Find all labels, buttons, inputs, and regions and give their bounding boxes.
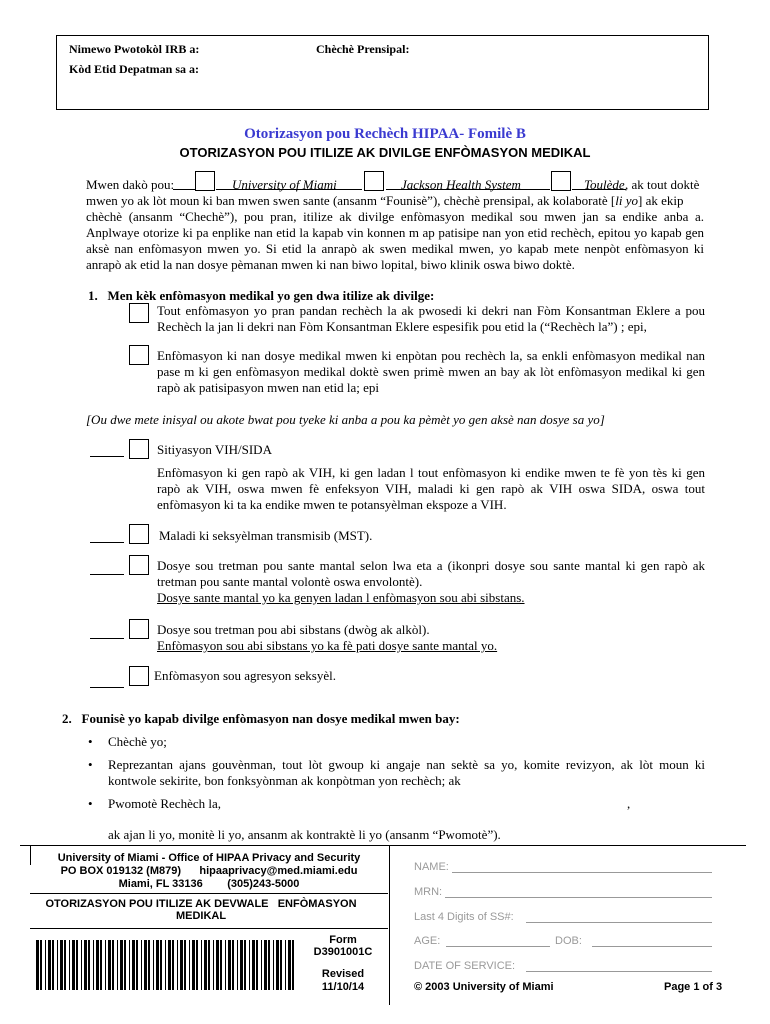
initials-substance-abuse[interactable] [90, 626, 124, 639]
form-number: D3901001C [313, 946, 373, 958]
intro-paragraph: chèchè (ansanm “Chechè”), pou pran, itilize ak divilge enfòmasyon medikal sou mwen jan sa endike anba a. Anplwaye otorize ki pa enplike nan etid la kapab vin konnen m ap patisipe nan yon etid rechèch, epitou yo kapab gen aksè nan enfòmasyon mwen yo. Si etid la anrapò ak swen medikal mwen, yo kapab mete nenpòt enfòmasyon ki anrapò ak etid la nan dosye pèmanan mwen ki nan biwo lopital, biwo klinik oswa biwo doktè. [86, 209, 704, 272]
hiv-description: Enfòmasyon ki gen rapò ak VIH, ki gen ladan l tout enfòmasyon ki endike mwen te fè yon tès ki gen rapò ak VIH, oswa mwen fè enfeksyon VIH, maladi ki gen rapò ak VIH oswa SIDA, oswa tout enfòmasyon ki ta ka endike mwen te potansyèlman ekspoze a VIH. [157, 465, 705, 512]
underline-opt2 [386, 177, 550, 190]
checkbox-substance-abuse[interactable] [129, 619, 149, 639]
initials-mental-health[interactable] [90, 562, 124, 575]
underline-opt3 [572, 177, 626, 190]
checkbox-university-of-miami[interactable] [195, 171, 215, 191]
department-code-label: Kòd Etid Depatman sa a: [69, 62, 200, 76]
footer-vertical-divider [389, 845, 390, 1005]
barcode-icon [36, 940, 298, 990]
recipient-government: Reprezantan ajans gouvènman, tout lòt gwoup ki angaje nan sektè sa yo, komite revizyon, ak lòt moun ki kontwole sekirite, bon fonksyònman ak konpòtman yon rechèch; ak [108, 757, 705, 788]
substance-abuse-note: Enfòmasyon sou abi sibstans yo ka fè pati dosye sante mantal yo. [157, 638, 498, 653]
intro-line2-italic: li yo [615, 193, 638, 208]
option-jackson-health: Jackson Health System [401, 177, 521, 192]
mental-health-note: Dosye sante mantal yo ka genyen ladan l enfòmasyon sou abi sibstans. [157, 590, 525, 605]
form-label: Form [329, 934, 357, 946]
sexual-assault-label: Enfòmasyon sou agresyon seksyèl. [154, 668, 336, 683]
substance-abuse-label: Dosye sou tretman pou abi sibstans (dwòg ak alkòl). [157, 622, 430, 637]
revised-label: Revised [321, 968, 365, 980]
checkbox-medical-record-info[interactable] [129, 345, 149, 365]
option-medical-record-info: Enfòmasyon ki nan dosye medikal mwen ki enpòtan pou rechèch la, sa enkli enfòmasyon medikal nan pase m ki gen enfòmasyon medikal doktè swen primè mwen an bay ak lòt enfòmasyon medikal ki gen rapò ak patisipasyon mwen nan etid la; epi [157, 348, 705, 395]
hiv-title: Sitiyasyon VIH/SIDA [157, 442, 272, 457]
revised-date: 11/10/14 [321, 981, 365, 993]
option-toulede: Toulède [584, 177, 625, 192]
checkbox-jackson-health[interactable] [364, 171, 384, 191]
bullet-icon: • [88, 796, 93, 811]
name-label: NAME: [414, 861, 449, 873]
footer-divider [20, 845, 746, 846]
initials-note: [Ou dwe mete inisyal ou akote bwat pou tyeke ki anba a pou ka pèmèt yo gen aksè nan dosye sa yo] [86, 412, 605, 427]
footer-rule [30, 928, 388, 929]
footer-org: University of Miami - Office of HIPAA Privacy and Security [57, 852, 361, 864]
section1-heading: 1. Men kèk enfòmasyon medikal yo gen dwa itilize ak divilge: [88, 288, 435, 303]
intro-blank[interactable] [173, 177, 195, 190]
age-field[interactable] [446, 936, 550, 947]
form-main-title: OTORIZASYON POU ITILIZE AK DIVILGE ENFÒMASYON MEDIKAL [179, 145, 591, 160]
principal-investigator-label: Chèchè Prensipal: [316, 42, 410, 56]
copyright: © 2003 University of Miami [414, 981, 554, 993]
mrn-field[interactable] [445, 887, 712, 898]
page-number: Page 1 of 3 [664, 981, 723, 993]
ssn-label: Last 4 Digits of SS#: [414, 911, 514, 923]
intro-tail: , ak tout doktè [625, 177, 700, 192]
date-of-service-field[interactable] [526, 961, 712, 972]
footer-rule [30, 893, 388, 894]
initials-sexual-assault[interactable] [90, 675, 124, 688]
footer-box: PO BOX 019132 (M879) hipaaprivacy@med.miami.edu [60, 865, 358, 877]
date-of-service-label: DATE OF SERVICE: [414, 960, 516, 972]
dob-label: DOB: [555, 935, 582, 947]
age-label: AGE: [414, 935, 441, 947]
ssn-field[interactable] [526, 912, 712, 923]
recipient-researchers: Chèchè yo; [108, 734, 167, 749]
mental-health-label: Dosye sou tretman pou sante mantal selon lwa eta a (ikonpri dosye sou sante mantal ki gen rapò ak tretman pou sante mantal volontè oswa envolontè). [157, 558, 705, 589]
initials-hiv[interactable] [90, 444, 124, 457]
footer-city: Miami, FL 33136 (305)243-5000 [118, 878, 300, 890]
checkbox-hiv[interactable] [129, 439, 149, 459]
sponsor-agents: ak ajan li yo, monitè li yo, ansanm ak kontraktè li yo (ansanm “Pwomotè”). [108, 827, 501, 842]
intro-lead: Mwen dakò pou: [86, 177, 175, 192]
sponsor-comma: , [627, 796, 631, 811]
recipient-sponsor: Pwomotè Rechèch la, [108, 796, 221, 811]
option-all-research-info: Tout enfòmasyon yo pran pandan rechèch la ak pwosedi ki dekri nan Fòm Konsantman Eklere a pou Rechèch la jan li dekri nan Fòm Konsantman Eklere espesifik pou etid la (“Rechèch la”) ; epi, [157, 303, 705, 334]
irb-number-label: Nimewo Pwotokòl IRB a: [69, 42, 200, 56]
option-university-of-miami: University of Miami [232, 177, 337, 192]
intro-line2-text: mwen yo ak lòt moun ki ban mwen swen sante (ansanm “Founisè”), chèchè prensipal, ak kolaboratè [ [86, 193, 616, 208]
checkbox-toulede[interactable] [551, 171, 571, 191]
name-field[interactable] [452, 862, 712, 873]
intro-line2 [86, 193, 683, 209]
initials-std[interactable] [90, 530, 124, 543]
dob-field[interactable] [592, 936, 712, 947]
underline-opt1 [216, 177, 362, 190]
checkbox-sexual-assault[interactable] [129, 666, 149, 686]
checkbox-std[interactable] [129, 524, 149, 544]
checkbox-mental-health[interactable] [129, 555, 149, 575]
intro-line2-end: ] ak ekip [637, 193, 684, 208]
checkbox-all-research-info[interactable] [129, 303, 149, 323]
footer-form-title: OTORIZASYON POU ITILIZE AK DEVWALE ENFÒMASYON MEDIKAL [45, 898, 360, 922]
form-colored-title: Otorizasyon pou Rechèch HIPAA- Fomilè B [244, 126, 526, 142]
std-label: Maladi ki seksyèlman transmisib (MST). [159, 528, 373, 543]
section2-heading: 2. Founisè yo kapab divilge enfòmasyon nan dosye medikal mwen bay: [62, 711, 460, 726]
bullet-icon: • [88, 757, 93, 772]
mrn-label: MRN: [414, 886, 443, 898]
bullet-icon: • [88, 734, 93, 749]
